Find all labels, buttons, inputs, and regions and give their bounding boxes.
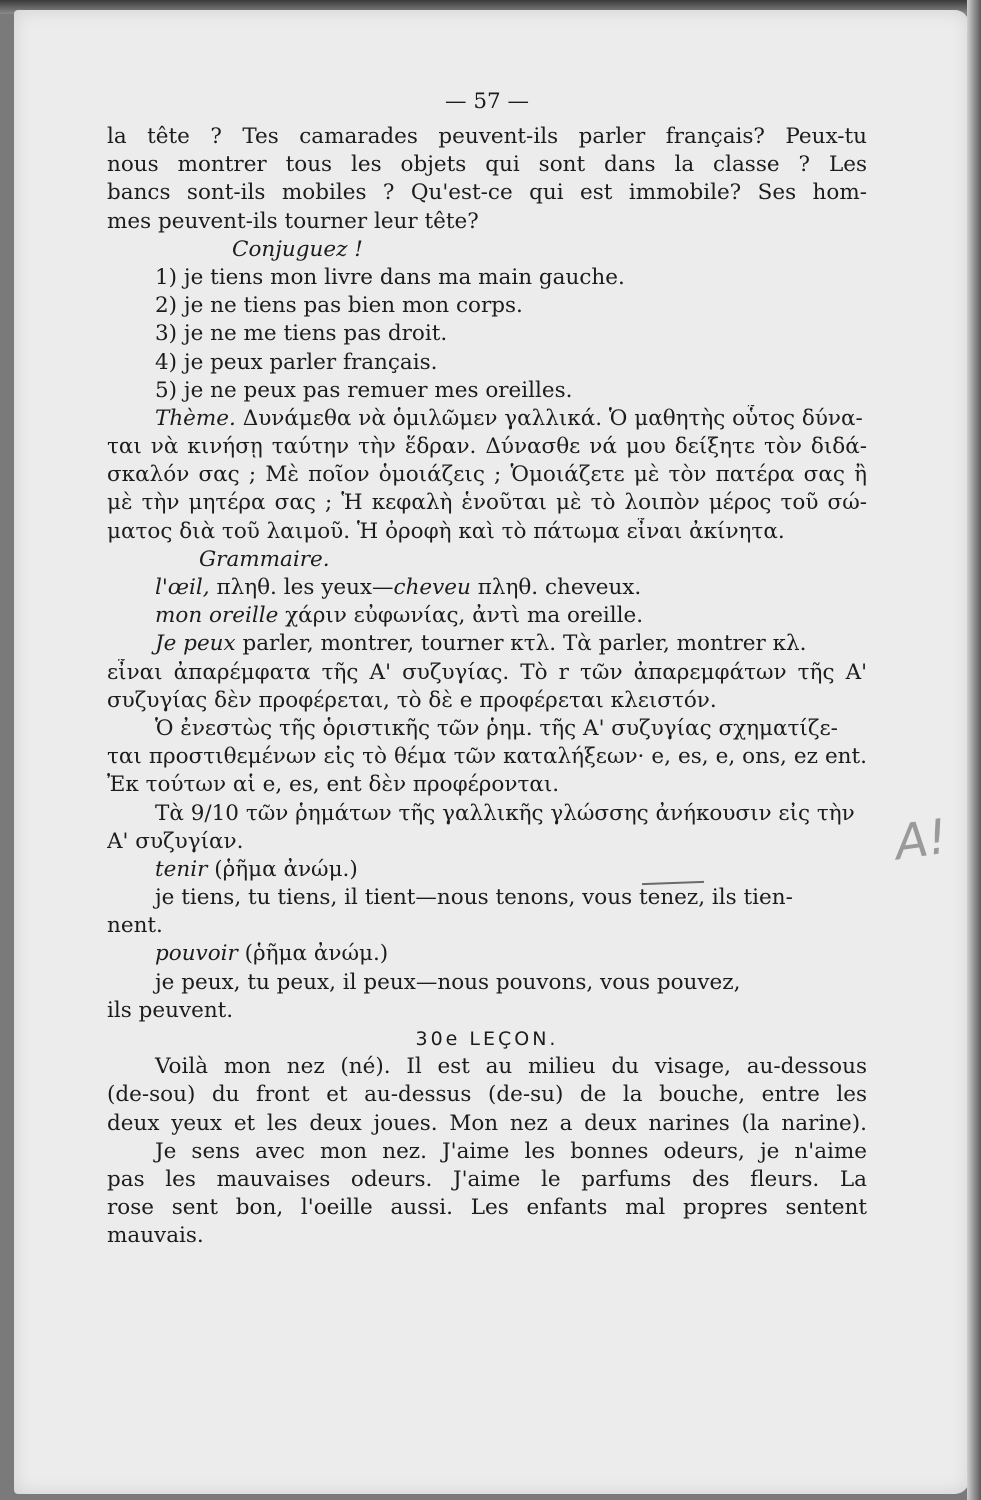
conjugation-line: je tiens, tu tiens, il tient—nous tenons, vous tenez, ils tien- [155, 885, 793, 911]
conjugation-item: 1) je tiens mon livre dans ma main gauche. [155, 264, 625, 290]
conjugation-item: 2) je ne tiens pas bien mon corps. [155, 293, 523, 319]
theme-line: Thème. Δυνάμεθα νὰ ὁμιλῶμεν γαλλικά. Ὁ μαθητὴς οὗτος δύνα- [155, 405, 863, 431]
lesson-line: (de-sou) du front et au-dessus (de-su) de la bouche, entre les [107, 1082, 867, 1108]
lesson-line: Voilà mon nez (né). Il est au milieu du visage, au-dessous [155, 1054, 867, 1080]
grammar-line: Α' συζυγίαν. [107, 828, 244, 854]
conjugation-item: 3) je ne me tiens pas droit. [155, 321, 448, 347]
lesson-line: rose sent bon, l'oeille aussi. Les enfants mal propres sentent [107, 1195, 867, 1221]
conjugation-item: 4) je peux parler français. [155, 349, 438, 375]
grammar-line: εἶναι ἀπαρέμφατα τῆς Α' συζυγίας. Τὸ r τῶν ἀπαρεμφάτων τῆς Α' [107, 659, 867, 685]
grammaire-heading: Grammaire. [199, 546, 330, 572]
pouvoir-heading: pouvoir (ῥῆμα ἀνώμ.) [155, 941, 389, 967]
grammar-line: l'œil, πληθ. les yeux—cheveu πληθ. cheveux. [155, 575, 642, 600]
grammar-line: mon oreille χάριν εὐφωνίας, ἀντὶ ma oreille. [155, 603, 644, 629]
margin-handwriting: A! [891, 808, 951, 872]
conjuguez-heading: Conjuguez ! [232, 236, 363, 262]
grammar-line: συζυγίας δὲν προφέρεται, τὸ δὲ e προφέρεται κλειστόν. [107, 687, 717, 713]
text-line: mes peuvent-ils tourner leur tête? [107, 208, 479, 234]
conjugation-item: 5) je ne peux pas remuer mes oreilles. [155, 377, 573, 403]
grammar-line: ται προστιθεμένων εἰς τὸ θέμα τῶν καταλήξεων· e, es, e, ons, ez ent. [107, 744, 867, 770]
text-line: nous montrer tous les objets qui sont dans la classe ? Les [107, 152, 867, 178]
text-line: bancs sont-ils mobiles ? Qu'est-ce qui est immobile? Ses hom- [107, 180, 867, 206]
theme-line: μὲ τὴν μητέρα σας ; Ἡ κεφαλὴ ἑνοῦται μὲ τὸ λοιπὸν μέρος τοῦ σώ- [107, 490, 867, 516]
theme-line: σκαλόν σας ; Μὲ ποῖον ὁμοιάζεις ; Ὁμοιάζετε μὲ τὸν πατέρα σας ἢ [107, 462, 867, 488]
theme-line: ται νὰ κινήσῃ ταύτην τὴν ἕδραν. Δύνασθε νά μου δείξητε τὸν διδά- [107, 434, 867, 460]
grammar-line: Ὁ ἐνεστὼς τῆς ὁριστικῆς τῶν ῥημ. τῆς Α' συζυγίας σχηματίζε- [155, 715, 838, 741]
lesson-heading: 30e LEÇON. [415, 1028, 559, 1050]
page-number: — 57 — [444, 89, 530, 114]
conjugation-line: je peux, tu peux, il peux—nous pouvons, vous pouvez, [155, 969, 741, 995]
text-line: la tête ? Tes camarades peuvent-ils parler français? Peux-tu [107, 124, 867, 149]
lesson-line: mauvais. [107, 1223, 204, 1249]
grammar-line: Τὰ 9/10 τῶν ῥημάτων τῆς γαλλικῆς γλώσσης ἀνήκουσιν εἰς τὴν [155, 800, 855, 826]
lesson-line: pas les mauvaises odeurs. J'aime le parfums des fleurs. La [107, 1166, 867, 1192]
grammar-line: Je peux parler, montrer, tourner κτλ. Τὰ parler, montrer κλ. [155, 631, 807, 657]
conjugation-line: nent. [107, 913, 163, 939]
tenir-heading: tenir (ῥῆμα ἀνώμ.) [155, 856, 358, 882]
theme-label: Thème. [155, 405, 236, 431]
grammar-line: Ἐκ τούτων αἱ e, es, ent δὲν προφέρονται. [107, 772, 560, 798]
page-text [107, 85, 867, 1251]
conjugation-line: ils peuvent. [107, 997, 234, 1023]
page-edge-shadow [967, 0, 981, 1500]
lesson-line: deux yeux et les deux joues. Mon nez a deux narines (la narine). [107, 1110, 867, 1136]
lesson-line: Je sens avec mon nez. J'aime les bonnes odeurs, je n'aime [155, 1138, 867, 1164]
theme-line: ματος διὰ τοῦ λαιμοῦ. Ἡ ὀροφὴ καὶ τὸ πάτωμα εἶναι ἀκίνητα. [107, 518, 785, 544]
